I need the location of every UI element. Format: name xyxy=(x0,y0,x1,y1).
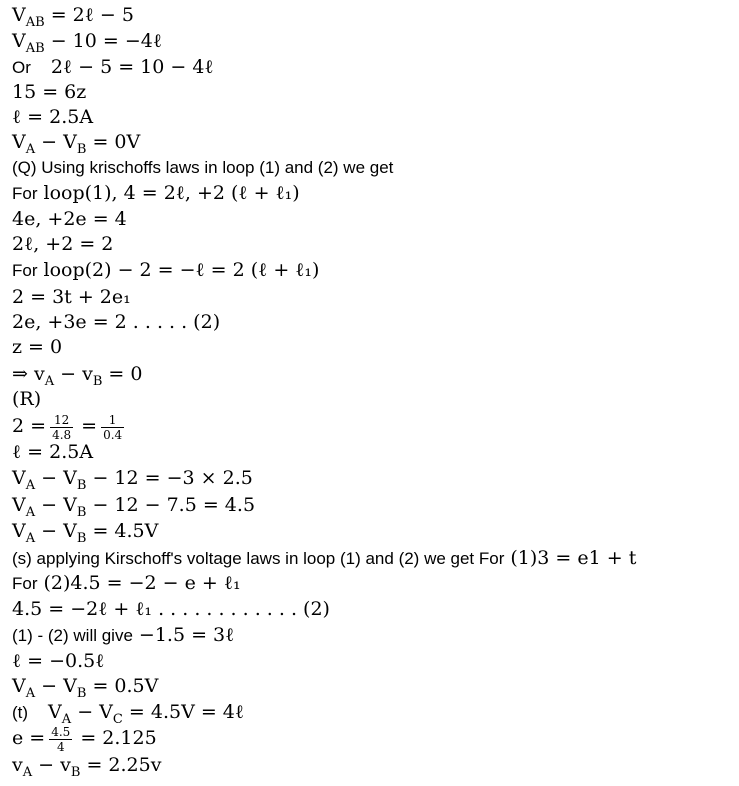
math-expression: −1.5 = 3ℓ xyxy=(138,624,235,646)
math-expression: $V_A - V_C = 4.5V$ = 4ℓ xyxy=(48,701,244,727)
fraction-denominator: 0.4 xyxy=(103,428,123,443)
math-expression: = 2.125 xyxy=(80,727,157,749)
solution-line xyxy=(12,545,636,571)
solution-line xyxy=(12,699,244,725)
math-expression: $V_A - V_B = 0.5V$ xyxy=(12,675,159,701)
math-expression: ℓ = −0.5ℓ xyxy=(12,650,105,672)
text-segment: Or xyxy=(12,58,31,77)
text-segment: (Q) Using krischoffs laws in loop (1) and (2) we get xyxy=(12,158,394,177)
text-segment: (1) - (2) will give xyxy=(12,626,133,645)
math-expression: (2)4.5 = −2 − e + ℓ₁ xyxy=(43,572,241,594)
fraction-numerator: 4.5 xyxy=(51,725,71,740)
math-expression: e = xyxy=(12,727,46,749)
solution-line xyxy=(12,28,162,54)
text-segment: For xyxy=(12,574,38,593)
solution-line xyxy=(12,334,62,360)
solution-line xyxy=(12,413,126,443)
math-expression: 2 = 3t + 2e₁ xyxy=(12,286,131,308)
fraction-numerator: 1 xyxy=(101,414,124,428)
math-expression: 4e, +2e = 4 xyxy=(12,208,127,230)
math-expression: ℓ = 2.5A xyxy=(12,441,94,463)
solution-line xyxy=(12,361,142,387)
math-expression: $V_A - V_B - 12 - 7.5 = 4.5$ xyxy=(12,494,256,520)
fraction xyxy=(101,414,124,441)
math-expression: z = 0 xyxy=(12,336,63,358)
solution-line xyxy=(12,492,255,518)
math-expression: 2 = xyxy=(12,415,47,437)
solution-line xyxy=(12,206,127,232)
math-expression: $v_A - v_B = 2.25v$ xyxy=(12,754,162,780)
solution-line xyxy=(12,129,140,155)
math-expression: $V_{AB}$ = 2ℓ − 5 xyxy=(12,4,134,30)
fraction-numerator: 12 xyxy=(50,414,73,428)
solution-line xyxy=(12,725,157,755)
math-expression: ⇒ $v_A - v_B = 0$ xyxy=(12,363,143,389)
math-expression: (R) xyxy=(12,388,42,410)
solution-line xyxy=(12,518,158,544)
fraction-denominator: 4.8 xyxy=(52,428,72,443)
math-expression: = xyxy=(81,415,98,437)
math-expression: loop(2) − 2 = −ℓ = 2 (ℓ + ℓ₁) xyxy=(43,259,320,281)
solution-line xyxy=(12,104,93,130)
solution-line xyxy=(12,231,113,257)
solution-line xyxy=(12,54,214,80)
math-expression: ℓ = 2.5A xyxy=(12,106,94,128)
text-segment: (s) applying Kirschoff's voltage laws in loop (1) and (2) we get For xyxy=(12,549,505,568)
text-segment: (t) xyxy=(12,703,29,722)
solution-line xyxy=(12,257,319,283)
math-expression: $V_A - V_B = 0V$ xyxy=(12,131,141,157)
math-expression: $V_{AB} - 10$ = −4ℓ xyxy=(12,30,162,56)
math-expression: 15 = 6z xyxy=(12,81,87,103)
solution-line xyxy=(12,155,393,181)
fraction-denominator: 4 xyxy=(56,740,65,755)
fraction xyxy=(49,726,72,753)
solution-line xyxy=(12,79,86,105)
math-expression: 2e, +3e = 2 . . . . . (2) xyxy=(12,311,221,333)
solution-line xyxy=(12,622,234,648)
solution-line xyxy=(12,648,104,674)
solution-line xyxy=(12,673,158,699)
math-expression: $V_A - V_B - 12 = -3 \times 2.5$ xyxy=(12,467,253,493)
solution-line xyxy=(12,752,161,778)
solution-line xyxy=(12,180,300,206)
math-expression: 2ℓ − 5 = 10 − 4ℓ xyxy=(50,56,214,78)
text-segment: For xyxy=(12,184,38,203)
solution-line xyxy=(12,2,134,28)
solution-line xyxy=(12,596,330,622)
fraction xyxy=(50,414,73,441)
solution-line xyxy=(12,386,41,412)
math-expression: $V_A - V_B = 4.5V$ xyxy=(12,520,159,546)
solution-line xyxy=(12,309,220,335)
solution-line xyxy=(12,284,131,310)
text-segment: For xyxy=(12,261,38,280)
solution-line xyxy=(12,570,241,596)
solution-line xyxy=(12,465,253,491)
math-expression: (1)3 = e1 + t xyxy=(510,547,637,569)
solution-line xyxy=(12,439,93,465)
math-expression: loop(1), 4 = 2ℓ, +2 (ℓ + ℓ₁) xyxy=(43,182,300,204)
math-expression: 4.5 = −2ℓ + ℓ₁ . . . . . . . . . . . . (2) xyxy=(12,598,330,620)
math-expression: 2ℓ, +2 = 2 xyxy=(12,233,114,255)
